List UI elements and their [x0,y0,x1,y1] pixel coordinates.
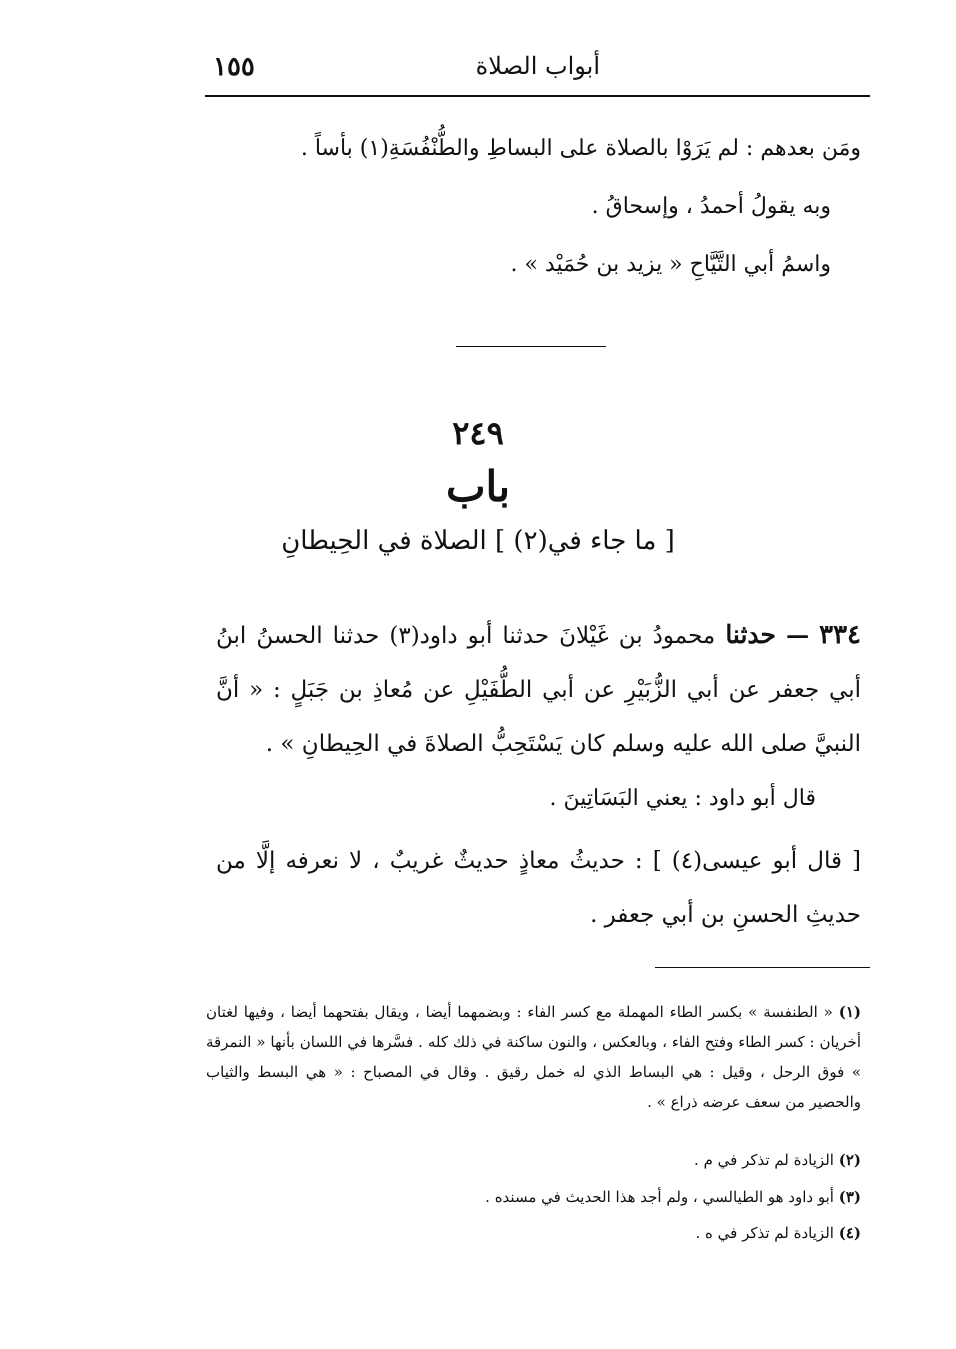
footnote-rule [655,967,870,968]
page-number: ١٥٥ [213,52,255,82]
footnote-3 [485,1182,861,1212]
footnote-1-marker: (١) [838,1003,861,1021]
footnote-1-text: « الطنفسة » بكسر الطاء المهملة مع كسر الفاء : وبضمهما أيضا ، ويقال بفتحهما أيضا ، وفيها لغتان أخريان : كسر الطاء وفتح الفاء ، وبالعكس ، والنون ساكنة في ذلك كله . فسَّرها في اللسان بأنها « النمرقة » فوق الرحل ، وقيل : هي البساط الذي له خمل رقيق . وقال في المصباح : « هي البسط والثياب والحصير من سعف عرضه ذراع » . [206,1003,861,1111]
running-title: أبواب الصلاة [475,52,600,80]
tirmidhi-comment: [ قال أبو عيسى(٤) ] : حديثُ معاذٍ حديثٌ غريبٌ ، لا نعرفه إلَّا من حديثِ الحسنِ بن أبي جعفر . [216,848,861,928]
page-header [205,52,870,98]
footnote-2 [694,1145,861,1175]
hadith-intro: حدثنا [725,620,777,649]
top-paragraph-2: وبه يقولُ أحمدُ ، وإسحاقُ . [591,194,831,219]
header-rule [205,95,870,97]
chapter-label: باب [445,462,511,511]
hadith-text [216,608,861,771]
hadith-body: محمودُ بن غَيْلانَ حدثنا أبو داود(٣) حدثنا الحسنُ ابنُ أبي جعفر عن أبي الزُّبَيْرِ عن أبي الطُّفَيْلِ عن مُعاذِ بن جَبَلٍ : « أنَّ النبيَّ صلى الله عليه وسلم كان يَسْتَحِبُّ الصلاةَ في الحِيطانِ » . [216,623,861,757]
footnote-4-text: الزيادة لم تذكر في ه . [695,1224,834,1242]
footnote-4 [695,1218,861,1248]
chapter-title: [ ما جاء في(٢) ] الصلاة في الحِيطانِ [281,526,675,556]
chapter-number: ٢٤٩ [452,414,504,452]
footnote-4-marker: (٤) [838,1224,861,1242]
footnote-3-marker: (٣) [838,1188,861,1206]
top-paragraph-1: ومَن بعدهم : لم يَرَوْا بالصلاة على البساطِ والطُّنْفُسَةِ(١) بأساً . [300,136,861,161]
hadith-dash: — [786,622,810,649]
hadith-number: ٣٣٤ [819,620,862,650]
footnote-2-text: الزيادة لم تذكر في م . [694,1151,834,1169]
footnote-2-marker: (٢) [838,1151,861,1169]
top-paragraph-3: واسمُ أبي التَّيَّاحِ « يزيد بن حُمَيْد » . [510,252,831,277]
footnote-3-text: أبو داود هو الطيالسي ، ولم أجد هذا الحديث في مسنده . [485,1188,834,1206]
abu-dawud-note: قال أبو داود : يعني البَسَاتِينَ . [549,786,816,811]
footnote-1 [206,997,861,1117]
section-divider [456,346,606,347]
